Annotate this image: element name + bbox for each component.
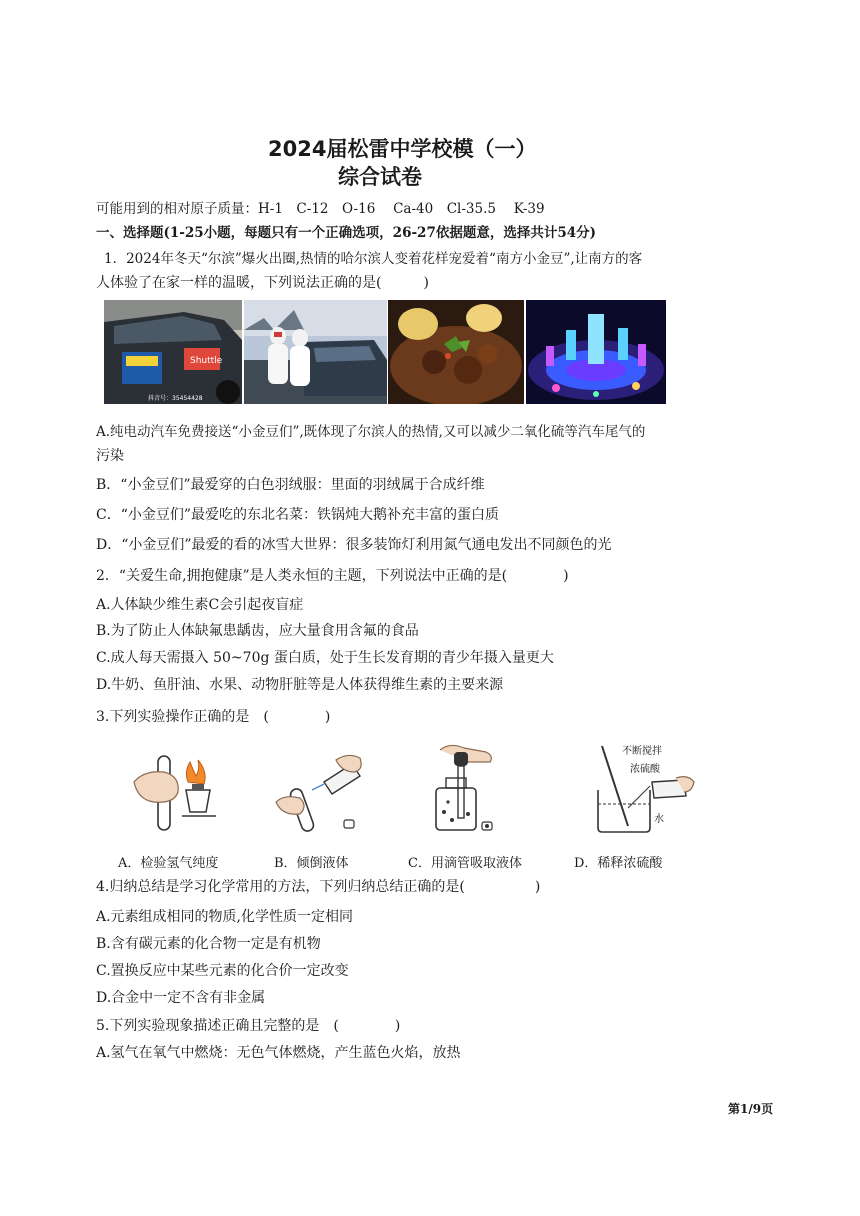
q3-caption-b: B．倾倒液体: [274, 856, 349, 871]
figure-a-test-hydrogen: [124, 742, 234, 838]
section-heading: 一、选择题(1-25小题，每题只有一个正确选项，26-27依据题意，选择共计54分): [96, 225, 597, 241]
photo-goose-stew: [388, 300, 524, 404]
q1-option-d: D．“小金豆们”最爱的看的冰雪大世界：很多装饰灯利用氮气通电发出不同颜色的光: [96, 537, 612, 553]
figure-d-label-stir: 不断搅拌: [622, 746, 662, 757]
q1-option-b: B．“小金豆们”最爱穿的白色羽绒服：里面的羽绒属于合成纤维: [96, 477, 485, 493]
page-number: 第1/9页: [728, 1102, 774, 1116]
q5-stem: 5.下列实验现象描述正确且完整的是 ( ): [96, 1018, 401, 1034]
q3-caption-d: D．稀释浓硫酸: [574, 856, 663, 871]
q3-caption-c: C．用滴管吸取液体: [408, 856, 522, 871]
exam-subtitle: 综合试卷: [338, 165, 422, 189]
photo-shuttle-car: [104, 300, 242, 404]
photo-ice-snow-world: [526, 300, 666, 404]
q4-option-b: B.含有碳元素的化合物一定是有机物: [96, 936, 321, 952]
q4-option-d: D.合金中一定不含有非金属: [96, 990, 266, 1006]
atomic-mass-note: 可能用到的相对原子质量：H-1 C-12 O-16 Ca-40 Cl-35.5 K-39: [96, 201, 545, 217]
q2-option-a: A.人体缺少维生素C会引起夜盲症: [96, 597, 304, 613]
figure-d-label-water: 水: [654, 814, 664, 825]
figure-c-dropper: [420, 742, 530, 838]
q3-stem: 3.下列实验操作正确的是 ( ): [96, 709, 331, 725]
figure-d-label-acid: 浓硫酸: [630, 764, 660, 775]
q2-option-c: C.成人每天需摄入 50~70g 蛋白质，处于生长发育期的青少年摄入量更大: [96, 650, 554, 666]
q2-option-d: D.牛奶、鱼肝油、水果、动物肝脏等是人体获得维生素的主要来源: [96, 677, 504, 693]
car-sign-text: Shuttle: [190, 356, 223, 366]
q1-option-a-line1: A.纯电动汽车免费接送“小金豆们”,既体现了尔滨人的热情,又可以减少二氧化硫等汽车尾气的: [96, 424, 646, 440]
q5-option-a: A.氢气在氧气中燃烧：无色气体燃烧，产生蓝色火焰，放热: [96, 1045, 461, 1061]
q1-option-c: C．“小金豆们”最爱吃的东北名菜：铁锅炖大鹅补充丰富的蛋白质: [96, 507, 500, 523]
q1-stem-line1: 1．2024年冬天“尔滨”爆火出圈,热情的哈尔滨人变着花样宠爱着“南方小金豆”,让南方的客: [104, 251, 643, 267]
q4-option-c: C.置换反应中某些元素的化合价一定改变: [96, 963, 349, 979]
exam-title: 2024届松雷中学校模（一）: [268, 137, 537, 161]
q4-stem: 4.归纳总结是学习化学常用的方法，下列归纳总结正确的是( ): [96, 879, 541, 895]
q1-option-a-line2: 污染: [96, 448, 124, 464]
figure-b-pour-liquid: [268, 742, 378, 838]
q2-stem: 2．“关爱生命,拥抱健康”是人类永恒的主题，下列说法中正确的是( ): [96, 568, 569, 584]
q3-caption-a: A．检验氢气纯度: [118, 856, 219, 871]
q4-option-a: A.元素组成相同的物质,化学性质一定相同: [96, 909, 354, 925]
photo-watermark: 抖音号：35454428: [148, 395, 203, 402]
photo-white-jackets: [244, 300, 387, 404]
q2-option-b: B.为了防止人体缺氟患龋齿，应大量食用含氟的食品: [96, 623, 419, 639]
q1-stem-line2: 人体验了在家一样的温暖，下列说法正确的是( ): [96, 275, 429, 291]
figure-d-dilute-acid: [588, 742, 698, 838]
